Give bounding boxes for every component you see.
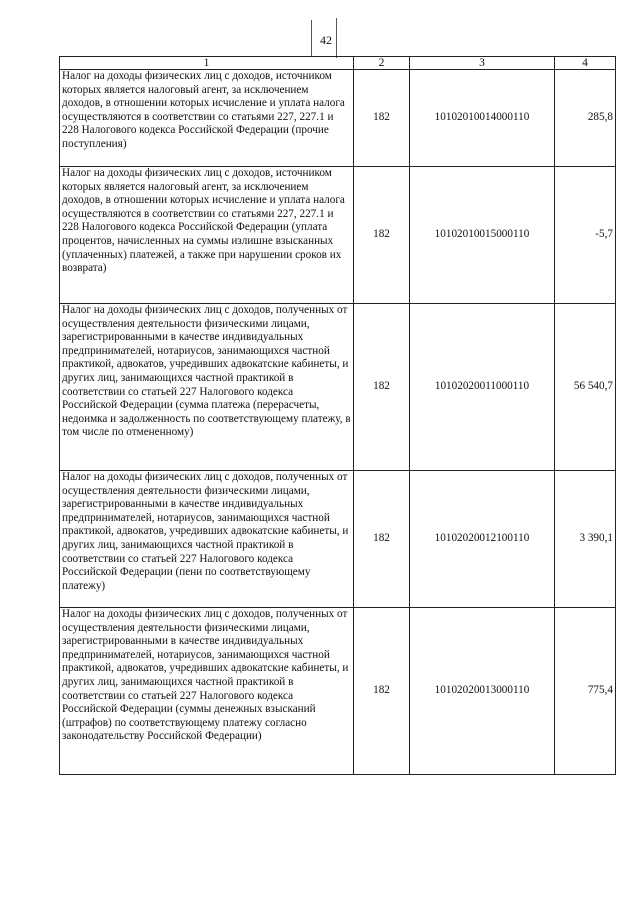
income-name-cell: Налог на доходы физических лиц с доходов, полученных от осуществления деятельности физическими лицами, зарегистрированными в качестве индивидуальных предпринимателей, нотариусов, занимающихся частной практикой, адвокатов, учредивших адвокатские кабинеты, и других лиц, занимающихся частной практикой в соответствии со статьей 227 Налогового кодекса Российской Федерации (суммы денежных взысканий (штрафов) по соответствующему платежу согласно законодательству Российской Федерации): [60, 608, 354, 775]
scan-line-mark: [336, 18, 337, 58]
admin-code-cell: 182: [354, 304, 410, 471]
column-header: 2: [354, 57, 410, 70]
table-row: [60, 167, 616, 304]
income-name-cell: Налог на доходы физических лиц с доходов, источником которых является налоговый агент, за исключением доходов, в отношении которых исчисление и уплата налога осуществляются в соответствии со статьями 227, 227.1 и 228 Налогового кодекса Российской Федерации (прочие поступления): [60, 70, 354, 167]
amount-cell: 56 540,7: [555, 304, 616, 471]
budget-revenue-table: [59, 56, 616, 775]
admin-code-cell: 182: [354, 167, 410, 304]
table-row: [60, 70, 616, 167]
amount-cell: 775,4: [555, 608, 616, 775]
table-row: [60, 608, 616, 775]
column-header: 3: [410, 57, 555, 70]
income-name-cell: Налог на доходы физических лиц с доходов, полученных от осуществления деятельности физическими лицами, зарегистрированными в качестве индивидуальных предпринимателей, нотариусов, занимающихся частной практикой, адвокатов, учредивших адвокатские кабинеты, и других лиц, занимающихся частной практикой в соответствии со статьей 227 Налогового кодекса Российской Федерации (пени по соответствующему платежу): [60, 471, 354, 608]
income-name-cell: Налог на доходы физических лиц с доходов, источником которых является налоговый агент, за исключением доходов, в отношении которых исчисление и уплата налога осуществляются в соответствии со статьями 227, 227.1 и 228 Налогового кодекса Российской Федерации (уплата процентов, начисленных на суммы излишне взысканных (уплаченных) платежей, а также при нарушении сроков их возврата): [60, 167, 354, 304]
admin-code-cell: 182: [354, 70, 410, 167]
table-row: [60, 471, 616, 608]
kbk-code-cell: 10102020011000110: [410, 304, 555, 471]
income-name-cell: Налог на доходы физических лиц с доходов, полученных от осуществления деятельности физическими лицами, зарегистрированными в качестве индивидуальных предпринимателей, нотариусов, занимающихся частной практикой, адвокатов, учредивших адвокатские кабинеты, и других лиц, занимающихся частной практикой в соответствии со статьей 227 Налогового кодекса Российской Федерации (сумма платежа (перерасчеты, недоимка и задолженность по соответствующему платежу, в том числе по отмененному): [60, 304, 354, 471]
kbk-code-cell: 10102010014000110: [410, 70, 555, 167]
amount-cell: 285,8: [555, 70, 616, 167]
admin-code-cell: 182: [354, 608, 410, 775]
admin-code-cell: 182: [354, 471, 410, 608]
column-header: 1: [60, 57, 354, 70]
kbk-code-cell: 10102020012100110: [410, 471, 555, 608]
scan-line-mark: [311, 20, 312, 56]
amount-cell: 3 390,1: [555, 471, 616, 608]
page-number: 42: [320, 33, 332, 47]
table-row: [60, 304, 616, 471]
table-header-row: [60, 57, 616, 70]
column-header: 4: [555, 57, 616, 70]
amount-cell: -5,7: [555, 167, 616, 304]
kbk-code-cell: 10102020013000110: [410, 608, 555, 775]
kbk-code-cell: 10102010015000110: [410, 167, 555, 304]
